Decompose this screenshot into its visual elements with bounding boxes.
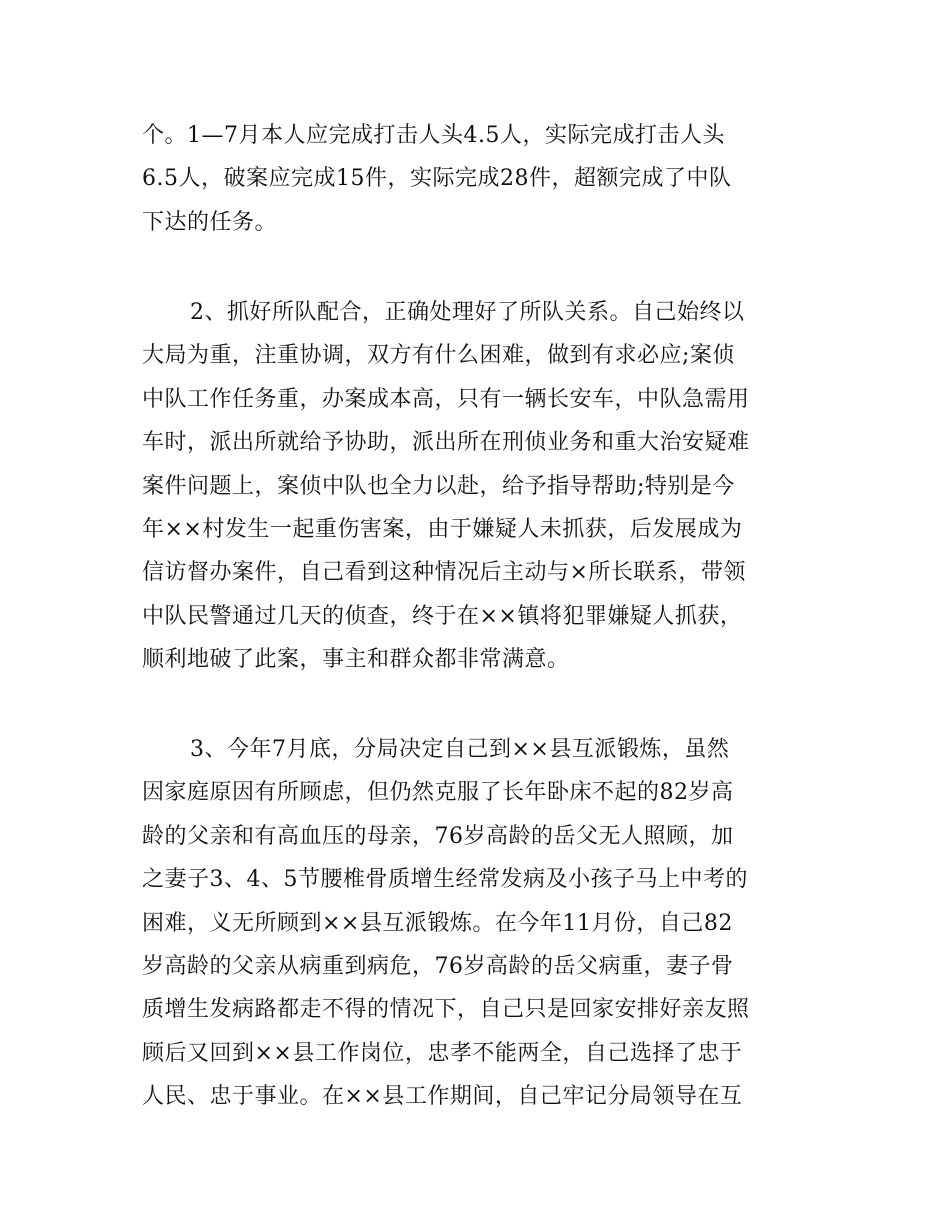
text-line: 中队民警通过几天的侦查，终于在××镇将犯罪嫌疑人抓获，	[142, 603, 743, 629]
text-line: 龄的父亲和有高血压的母亲，76岁高龄的岳父无人照顾，加	[142, 823, 734, 849]
text-line: 车时，派出所就给予协助，派出所在刑侦业务和重大治安疑难	[142, 430, 750, 456]
paragraph-2	[142, 291, 814, 682]
text-line: 困难，义无所顾到××县互派锻炼。在今年11月份，自己82	[142, 910, 733, 936]
text-line: 质增生发病路都走不得的情况下，自己只是回家安排好亲友照	[142, 997, 750, 1023]
text-line: 顺利地破了此案，事主和群众都非常满意。	[142, 647, 570, 673]
text-line: 人民、忠于事业。在××县工作期间，自己牢记分局领导在互	[142, 1084, 743, 1110]
text-line: 3、今年7月底，分局决定自己到××县互派锻炼，虽然	[190, 737, 730, 762]
text-line: 顾后又回到××县工作岗位，忠孝不能两全，自己选择了忠于	[142, 1040, 743, 1066]
text-line: 6.5人，破案应完成15件，实际完成28件，超额完成了中队	[142, 166, 732, 192]
text-line: 2、抓好所队配合，正确处理好了所队关系。自己始终以	[190, 300, 745, 325]
text-line: 个。1—7月本人应完成打击人头4.5人，实际完成打击人头	[142, 123, 725, 148]
text-line: 年××村发生一起重伤害案，由于嫌疑人未抓获，后发展成为	[142, 516, 743, 542]
text-line: 之妻子3、4、5节腰椎骨质增生经常发病及小孩子马上中考的	[142, 867, 748, 893]
text-line: 下达的任务。	[142, 209, 278, 235]
text-line: 信访督办案件，自己看到这种情况后主动与×所长联系，带领	[142, 560, 746, 586]
paragraph-3	[142, 728, 814, 1119]
paragraph-1	[142, 114, 814, 244]
text-line: 案件问题上，案侦中队也全力以赴，给予指导帮助;特别是今	[142, 473, 735, 499]
text-line: 岁高龄的父亲从病重到病危，76岁高龄的岳父病重，妻子骨	[142, 953, 734, 979]
text-line: 因家庭原因有所顾虑，但仍然克服了长年卧床不起的82岁高	[142, 780, 734, 806]
text-line: 大局为重，注重协调，双方有什么困难，做到有求必应;案侦	[142, 343, 735, 369]
text-line: 中队工作任务重，办案成本高，只有一辆长安车，中队急需用	[142, 386, 750, 412]
